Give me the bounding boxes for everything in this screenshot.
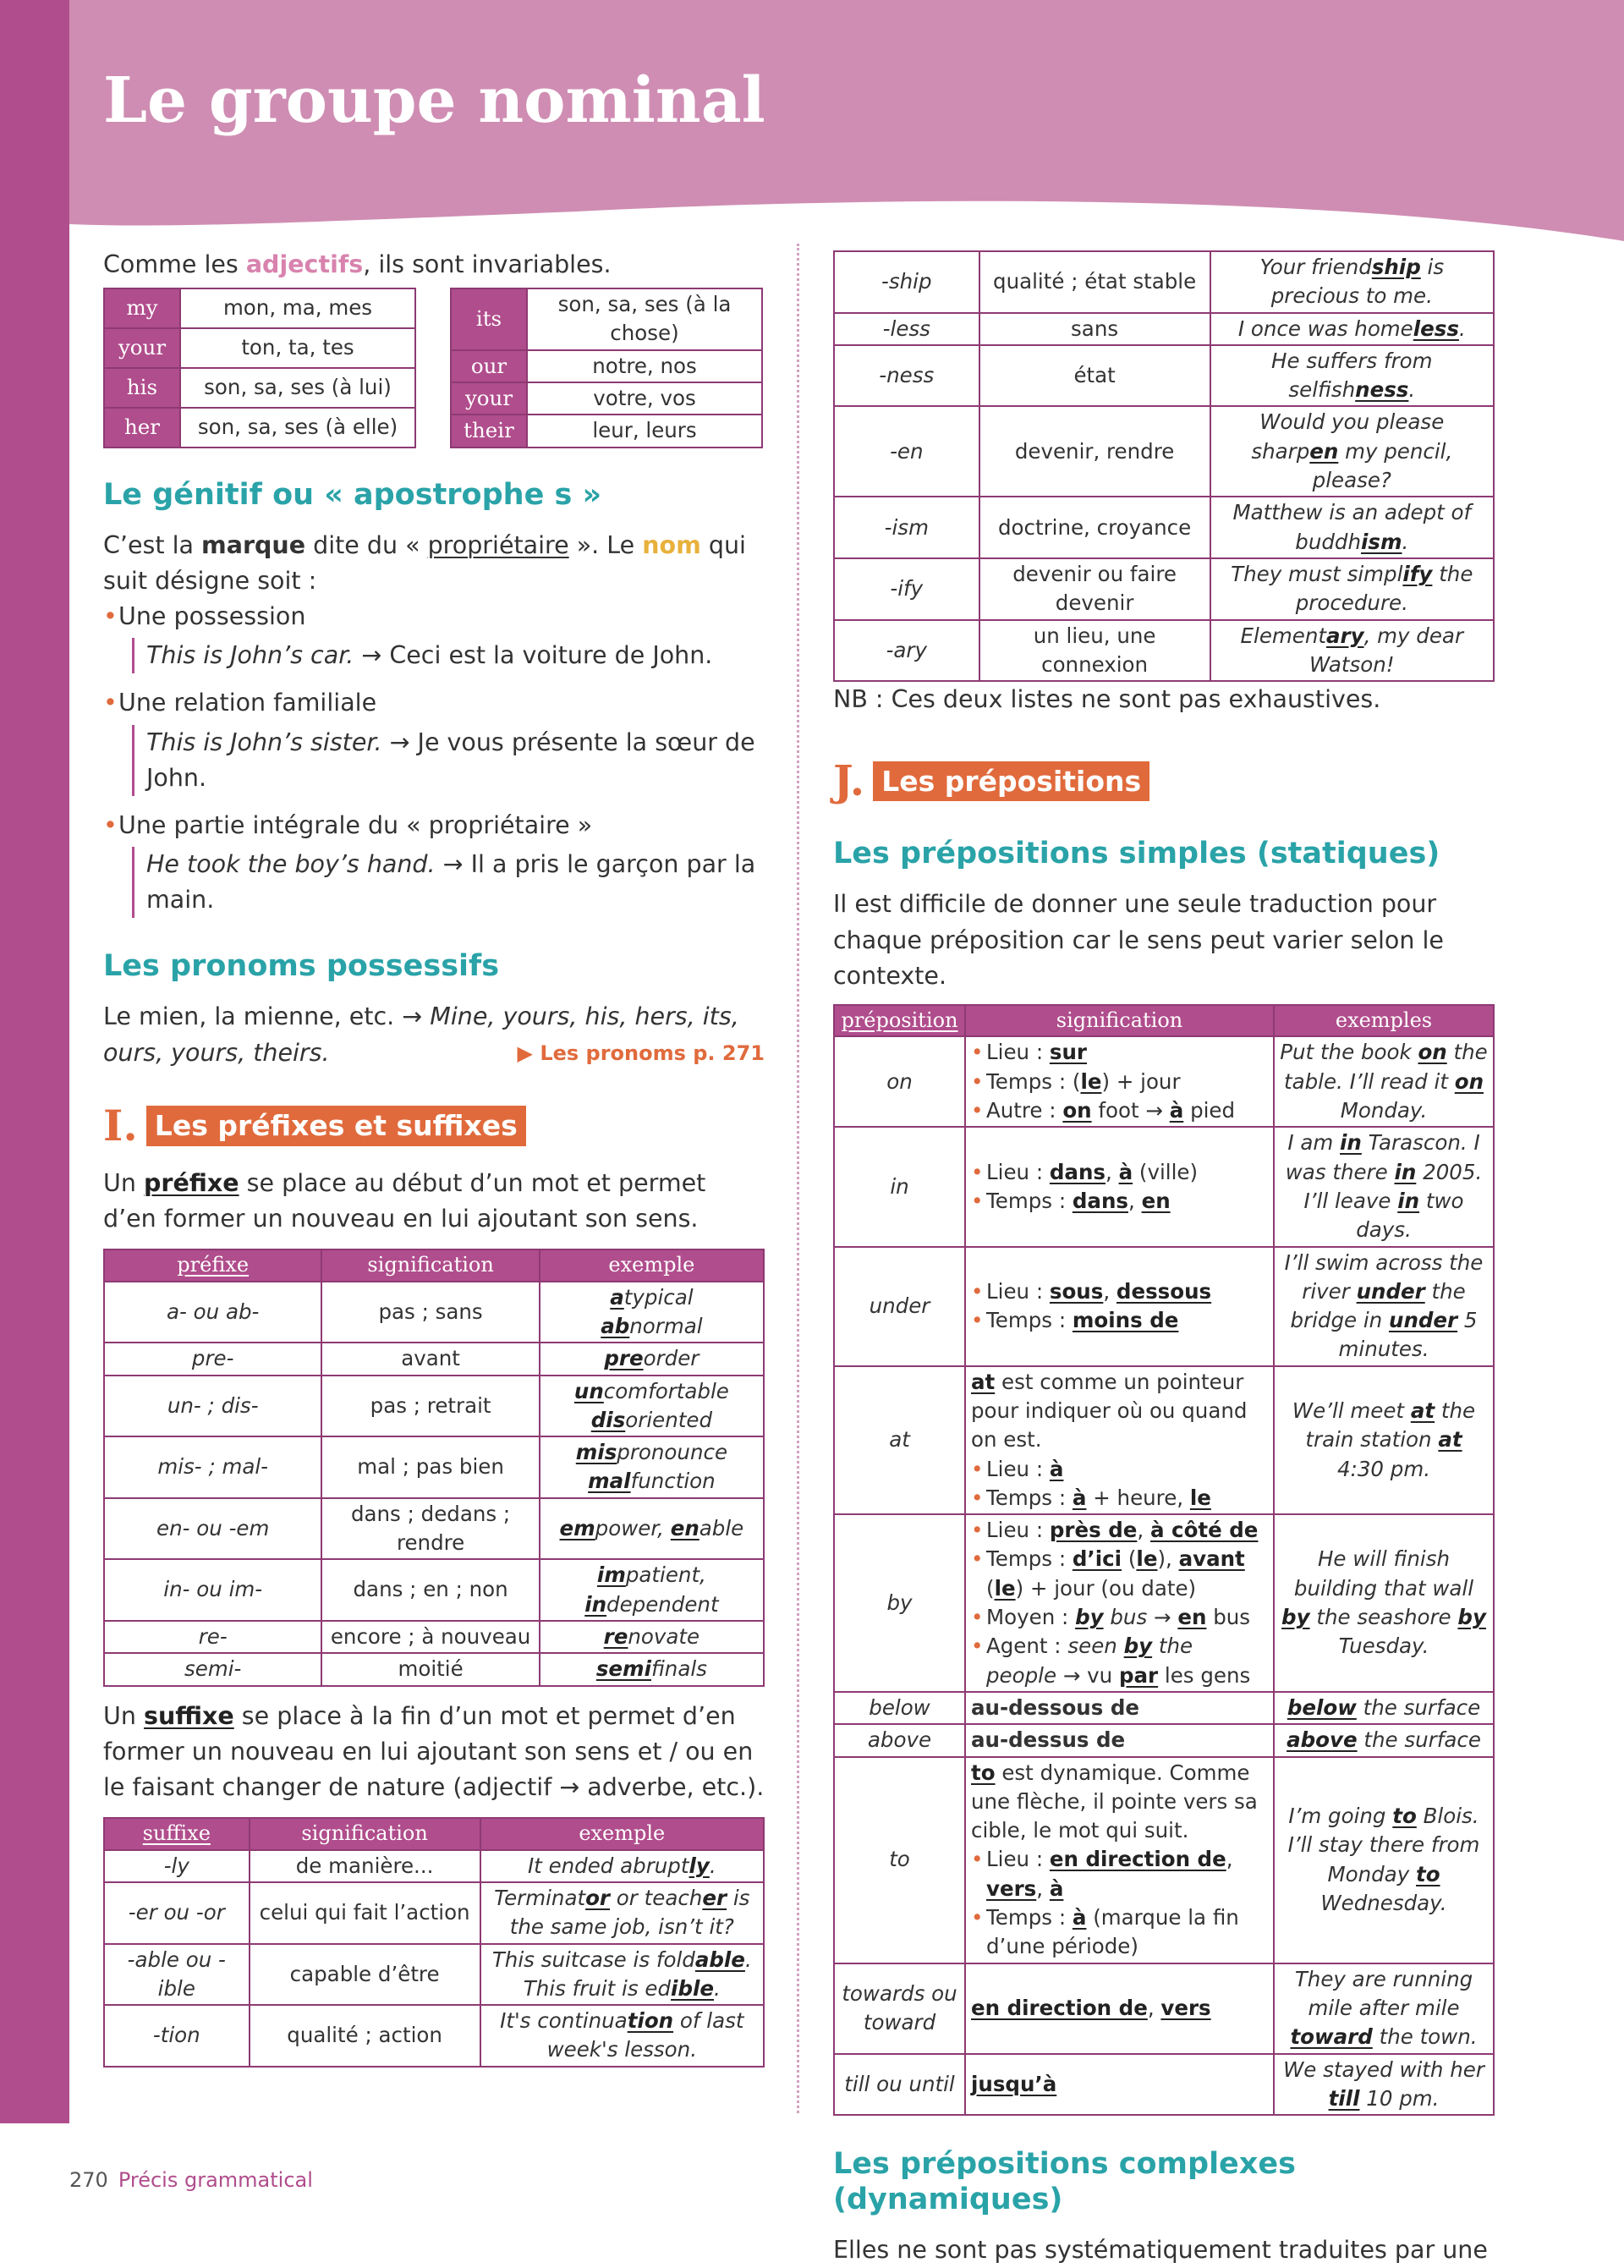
table-row — [104, 2005, 764, 2067]
table-row — [104, 368, 415, 408]
complex-prepositions-heading: Les prépositions complexes (dynamiques) — [833, 2147, 1296, 2217]
pronouns-page-link[interactable]: ▶ Les pronoms p. 271 — [517, 1041, 765, 1065]
table-row: to to est dynamique. Comme une flèche, il pointe vers sa cible, le mot qui suit. • Lieu : en direction de, vers, à • Temps : à (marque la fin d’une période) I’m going to Blois. I’ll stay there from Monday to Wednesday. — [834, 1757, 1494, 1963]
side-strip — [0, 0, 69, 2123]
suffix-cell: -ly — [104, 1850, 250, 1882]
prefix-cell: mis- ; mal- — [104, 1436, 321, 1498]
pronoun-cell: our — [451, 350, 527, 382]
page-footer — [69, 2166, 313, 2196]
example-cell: I once was homeless. — [1210, 313, 1494, 345]
meaning-cell: dans ; dedans ; rendre — [321, 1498, 539, 1560]
meaning-cell: qualité ; action — [250, 2005, 480, 2067]
table-row — [104, 1621, 764, 1653]
example-cell: It's continuation of last week's lesson. — [480, 2005, 764, 2067]
page-title: Le groupe nominal — [103, 64, 765, 137]
genitive-heading: Le génitif ou « apostrophe s » — [103, 477, 602, 512]
section-i-heading: I. Les préfixes et suffixes — [103, 1105, 765, 1147]
suffix-cell: -er ou -or — [104, 1882, 250, 1944]
meaning-cell: moitié — [321, 1653, 539, 1685]
prefix-cell: pre- — [104, 1343, 321, 1375]
possessive-table-2 — [450, 288, 763, 448]
example-cell: impatient, independent — [540, 1559, 764, 1621]
pronoun-cell: your — [451, 382, 527, 415]
suffix-cell: -ship — [834, 251, 979, 313]
column-divider — [797, 244, 799, 2113]
table-row: at at est comme un pointeur pour indiquer où ou quand on est. • Lieu : à • Temps : à + heure, le We’ll meet at the train station at 4:30 pm. — [834, 1366, 1494, 1514]
table-row — [104, 1653, 764, 1685]
table-row — [104, 1559, 764, 1621]
table-row — [104, 1944, 764, 2006]
table-row: towards ou toward en direction de, vers They are running mile after mile toward the town. — [834, 1963, 1494, 2054]
example-cell: atypical abnormal — [540, 1282, 764, 1343]
prefix-cell: en- ou -em — [104, 1498, 321, 1560]
simple-prepositions-heading: Les prépositions simples (statiques) — [833, 837, 1440, 871]
table-row: in • Lieu : dans, à (ville) • Temps : dans, en I am in Tarascon. I was there in 2005. I’ll leave in two days. — [834, 1127, 1494, 1246]
meaning-cell: celui qui fait l’action — [250, 1882, 480, 1944]
table-row — [451, 350, 762, 382]
page-number: 270 — [69, 2168, 108, 2192]
suffix-cell: -ary — [834, 620, 979, 682]
prefix-col-header: préfixe — [104, 1249, 321, 1282]
meaning-cell: sans — [979, 313, 1210, 345]
meaning-cell: avant — [321, 1343, 539, 1375]
pronoun-cell: his — [104, 368, 180, 408]
suffix-table — [103, 1817, 765, 2068]
prep-meaning-header: signification — [965, 1005, 1274, 1037]
genitive-example-3: He took the boy’s hand. → Il a pris le garçon par la main. — [132, 847, 765, 918]
example-cell: He suffers from selfishness. — [1210, 345, 1494, 407]
suffix-meaning-header: signification — [250, 1818, 480, 1850]
example-cell: empower, enable — [540, 1498, 764, 1560]
genitive-intro: C’est la marque dite du « propriétaire ». Le nom qui suit désigne soit : — [103, 530, 746, 595]
translation-cell: votre, vos — [527, 382, 762, 415]
table-row — [104, 1343, 764, 1375]
table-row — [104, 1376, 764, 1437]
prepositions-body — [834, 1036, 1494, 2115]
suffix-cell: -tion — [104, 2005, 250, 2067]
translation-cell: son, sa, ses (à lui) — [180, 368, 415, 408]
adjectives-intro: Comme les adjectifs, ils sont invariables. — [103, 250, 612, 278]
meaning-cell: capable d’être — [250, 1944, 480, 2006]
prepositions-table — [833, 1004, 1495, 2116]
meaning-cell: un lieu, une connexion — [979, 620, 1210, 682]
table-row — [834, 620, 1494, 682]
table-row — [104, 328, 415, 368]
suffix-cell: -ness — [834, 345, 979, 407]
right-column — [833, 250, 1495, 2268]
table-row — [104, 288, 415, 328]
suffix-cell: -able ou -ible — [104, 1944, 250, 2006]
nb-note: NB : Ces deux listes ne sont pas exhaustives. — [833, 685, 1381, 714]
example-cell: They must simplify the procedure. — [1210, 558, 1494, 620]
table-row — [104, 1436, 764, 1498]
example-cell: renovate — [540, 1621, 764, 1653]
table-row: till ou until jusqu’à We stayed with her till 10 pm. — [834, 2054, 1494, 2116]
meaning-cell: doctrine, croyance — [979, 497, 1210, 558]
prefix-cell: a- ou ab- — [104, 1282, 321, 1343]
suffix-cell: -ism — [834, 497, 979, 558]
table-row: below au-dessous de below the surface — [834, 1692, 1494, 1724]
preposition-col-header: préposition — [834, 1005, 965, 1037]
pronoun-cell: its — [451, 288, 527, 350]
suffix-intro: Un suffixe se place à la fin d’un mot et permet d’en former un nouveau en lui ajoutant son sens et / ou en le faisant changer de nature (adjectif → adverbe, etc.). — [103, 1701, 765, 1801]
table-row — [451, 288, 762, 350]
meaning-cell: pas ; retrait — [321, 1376, 539, 1437]
table-row — [104, 1282, 764, 1343]
meaning-cell: devenir, rendre — [979, 406, 1210, 497]
translation-cell: notre, nos — [527, 350, 762, 382]
meaning-cell: pas ; sans — [321, 1282, 539, 1343]
table-row — [834, 313, 1494, 345]
prefix-cell: un- ; dis- — [104, 1376, 321, 1437]
footer-section: Précis grammatical — [118, 2168, 313, 2192]
table-row: on • Lieu : sur • Temps : (le) + jour • Autre : on foot → à pied Put the book on the table. I’ll read it on Monday. — [834, 1036, 1494, 1127]
example-cell: mispronounce malfunction — [540, 1436, 764, 1498]
meaning-cell: qualité ; état stable — [979, 251, 1210, 313]
table-row — [451, 415, 762, 447]
genitive-example-2: This is John’s sister. → Je vous présente la sœur de John. — [132, 725, 765, 796]
meaning-cell: encore ; à nouveau — [321, 1621, 539, 1653]
possessive-pronouns-heading: Les pronoms possessifs — [103, 949, 500, 984]
prefix-meaning-header: signification — [321, 1249, 539, 1282]
meaning-cell: de manière... — [250, 1850, 480, 1882]
example-cell: preorder — [540, 1343, 764, 1375]
table-row — [104, 408, 415, 448]
suffix-cell: -en — [834, 406, 979, 497]
pronoun-cell: my — [104, 288, 180, 328]
meaning-cell: état — [979, 345, 1210, 407]
table-row — [451, 382, 762, 415]
possessive-pronouns-text: Le mien, la mienne, etc. → Mine, yours, his, hers, its, ours, yours, theirs. ▶ Les pronoms p. 271 — [103, 999, 765, 1070]
prefix-cell: re- — [104, 1621, 321, 1653]
pronoun-cell: their — [451, 415, 527, 447]
table-row — [834, 251, 1494, 313]
table-row — [104, 1498, 764, 1560]
translation-cell: son, sa, ses (à la chose) — [527, 288, 762, 350]
genitive-example-1: This is John’s car. → Ceci est la voiture de John. — [132, 638, 765, 673]
possessive-table-1 — [103, 288, 416, 448]
complex-prepositions-intro: Elles ne sont pas systématiquement traduites par une — [833, 2236, 1488, 2265]
table-row: by • Lieu : près de, à côté de • Temps : d’ici (le), avant (le) + jour (ou date) • Moyen : by bus → en bus • Agent : seen by the people → vu par les gens He will finish building that wall by the seashore by Tuesday. — [834, 1514, 1494, 1692]
example-cell: Matthew is an adept of buddhism. — [1210, 497, 1494, 558]
prefix-example-header: exemple — [540, 1249, 764, 1282]
meaning-cell: dans ; en ; non — [321, 1559, 539, 1621]
genitive-item-2: • Une relation familiale — [103, 685, 765, 721]
prep-examples-header: exemples — [1274, 1005, 1494, 1037]
table-row: under • Lieu : sous, dessous • Temps : moins de I’ll swim across the river under the bridge in under 5 minutes. — [834, 1247, 1494, 1366]
table-row — [834, 497, 1494, 558]
translation-cell: leur, leurs — [527, 415, 762, 447]
table-row: above au-dessus de above the surface — [834, 1724, 1494, 1756]
translation-cell: ton, ta, tes — [180, 328, 415, 368]
table-row — [834, 406, 1494, 497]
possessive-tables — [103, 288, 765, 448]
section-j-heading: J. Les prépositions — [833, 760, 1495, 802]
example-cell: uncomfortable disoriented — [540, 1376, 764, 1437]
simple-prepositions-intro: Il est difficile de donner une seule traduction pour chaque préposition car le sens peut varier selon le contexte. — [833, 890, 1444, 990]
table-row — [834, 345, 1494, 407]
example-cell: Elementary, my dear Watson! — [1210, 620, 1494, 682]
left-column — [103, 244, 765, 2068]
table-row — [104, 1882, 764, 1944]
table-row — [834, 558, 1494, 620]
prefix-cell: semi- — [104, 1653, 321, 1685]
table-row — [104, 1850, 764, 1882]
example-cell: This suitcase is foldable. This fruit is edible. — [480, 1944, 764, 2006]
meaning-cell: mal ; pas bien — [321, 1436, 539, 1498]
example-cell: Would you please sharpen my pencil, please? — [1210, 406, 1494, 497]
suffix-cell: -less — [834, 313, 979, 345]
pronoun-cell: her — [104, 408, 180, 448]
example-cell: It ended abruptly. — [480, 1850, 764, 1882]
prefix-intro: Un préfixe se place au début d’un mot et permet d’en former un nouveau en lui ajoutant son sens. — [103, 1168, 706, 1233]
example-cell: Terminator or teacher is the same job, isn’t it? — [480, 1882, 764, 1944]
suffix-table-continued — [833, 250, 1495, 682]
example-cell: semifinals — [540, 1653, 764, 1685]
genitive-item-1: • Une possession — [103, 599, 765, 634]
prefix-cell: in- ou im- — [104, 1559, 321, 1621]
genitive-item-3: • Une partie intégrale du « propriétaire » — [103, 808, 765, 843]
suffix-cell: -ify — [834, 558, 979, 620]
prefix-table — [103, 1249, 765, 1686]
example-cell: Your friendship is precious to me. — [1210, 251, 1494, 313]
translation-cell: mon, ma, mes — [180, 288, 415, 328]
meaning-cell: devenir ou faire devenir — [979, 558, 1210, 620]
translation-cell: son, sa, ses (à elle) — [180, 408, 415, 448]
suffix-col-header: suffixe — [104, 1818, 250, 1850]
suffix-example-header: exemple — [480, 1818, 764, 1850]
pronoun-cell: your — [104, 328, 180, 368]
